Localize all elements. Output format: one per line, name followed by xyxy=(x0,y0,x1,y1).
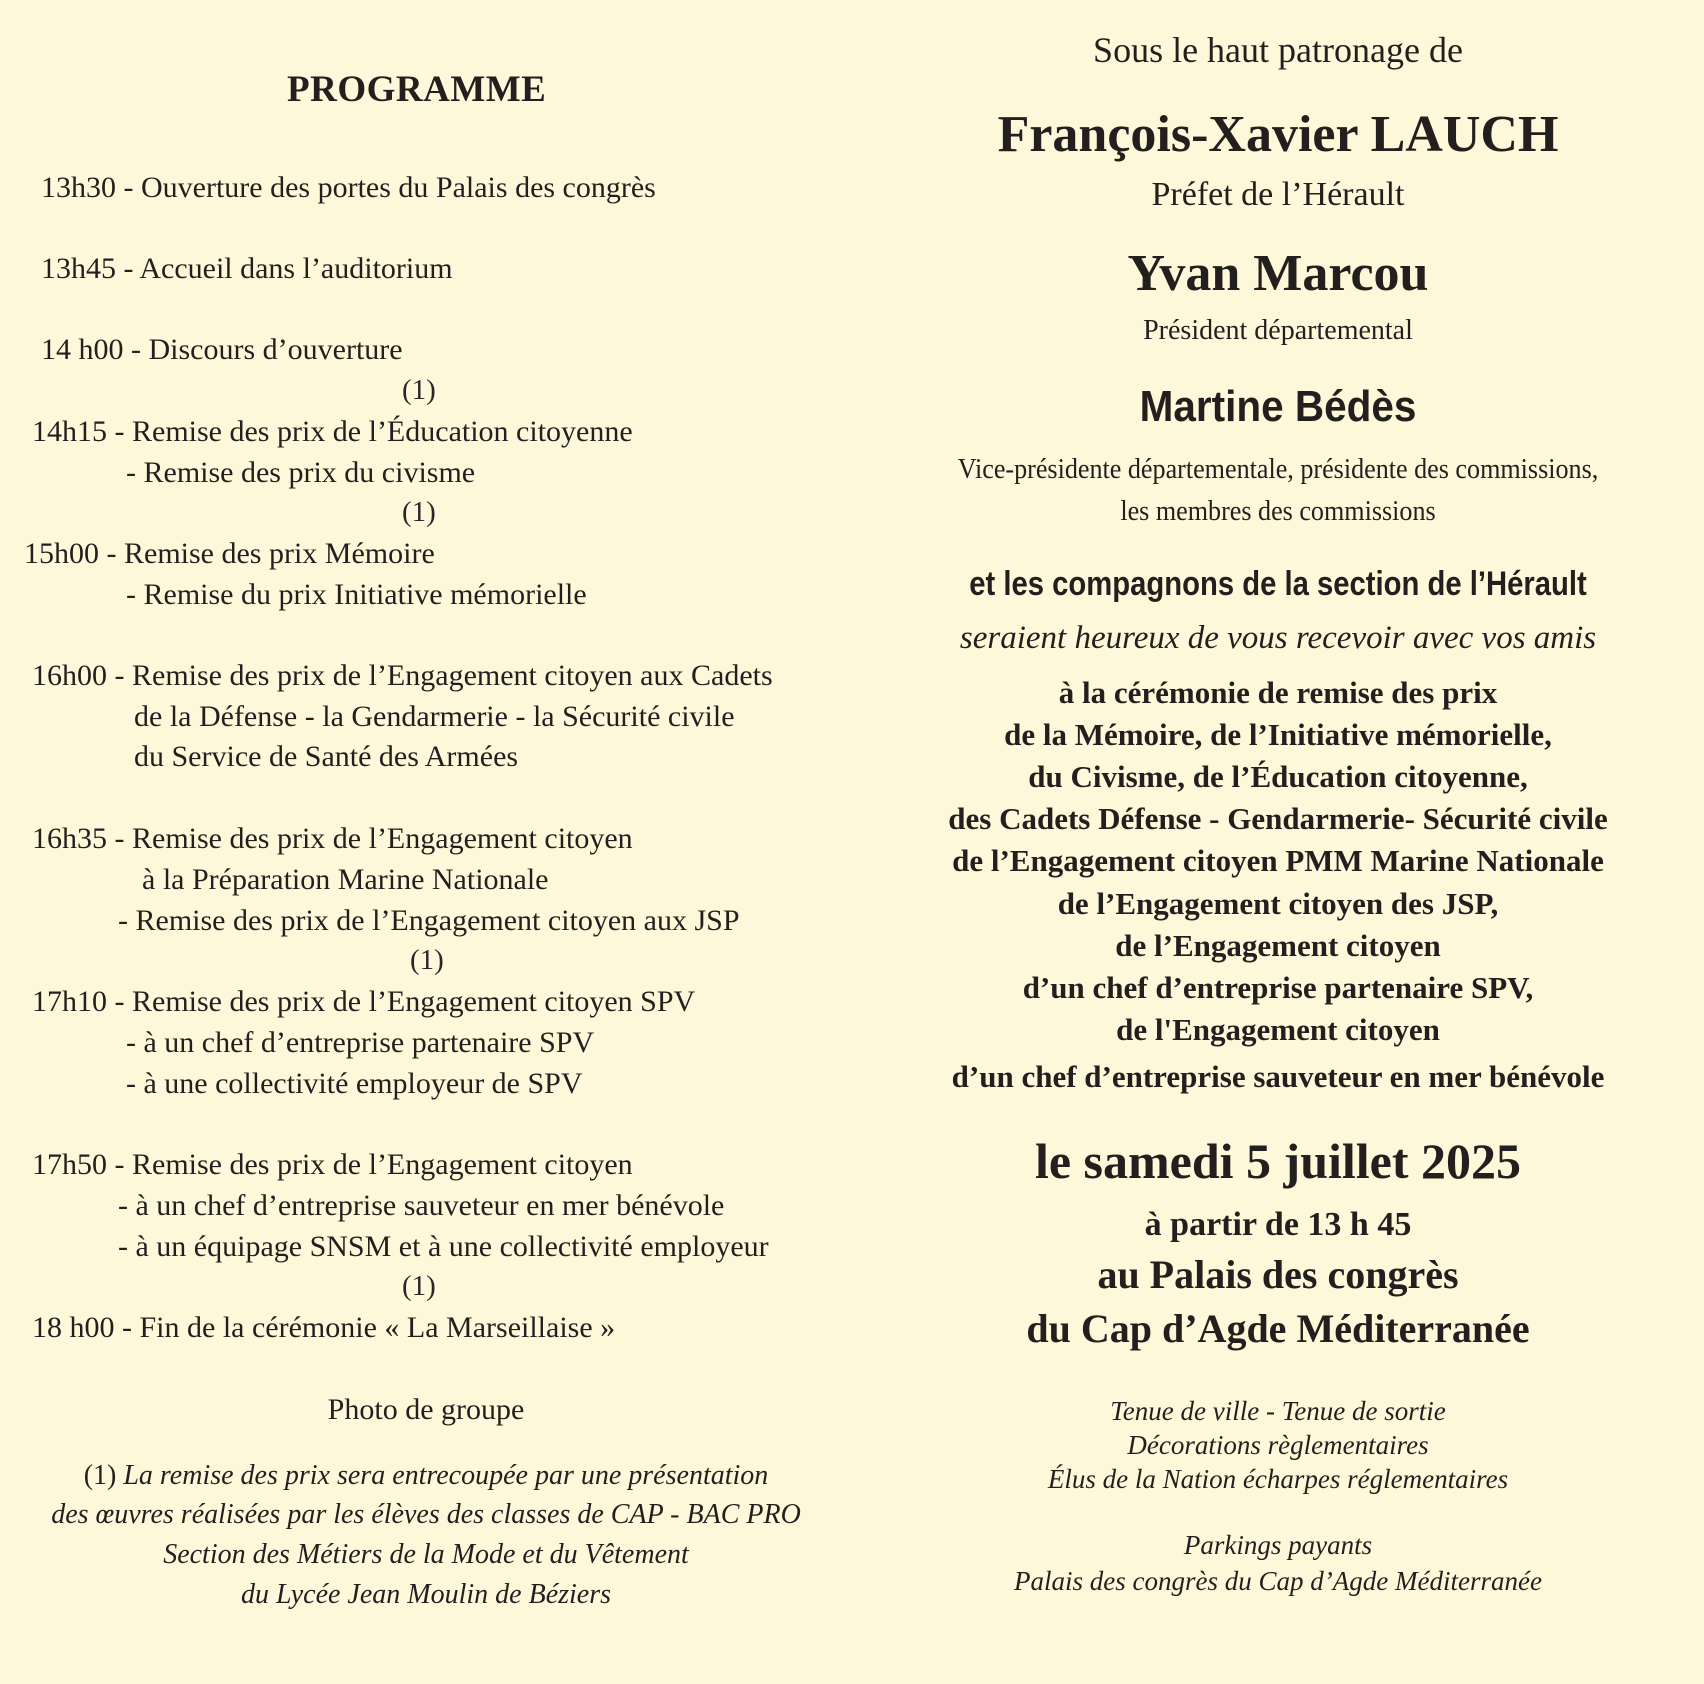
footnote-line-2: des œuvres réalisées par les élèves des classes de CAP - BAC PRO xyxy=(51,1499,801,1530)
photo-de-groupe: Photo de groupe xyxy=(327,1393,525,1426)
ceremony-line-8: d’un chef d’entreprise partenaire SPV, xyxy=(1022,970,1534,1005)
note-marker: (1) xyxy=(402,1270,436,1302)
vice-president-name: Martine Bédès xyxy=(1139,382,1417,431)
note-marker: (1) xyxy=(402,374,436,406)
programme-line-1500: 15h00 - Remise des prix Mémoire xyxy=(24,537,435,570)
programme-line-spv-collectivite: - à une collectivité employeur de SPV xyxy=(126,1067,583,1100)
event-date: le samedi 5 juillet 2025 xyxy=(1034,1133,1522,1189)
ceremony-line-4: des Cadets Défense - Gendarmerie- Sécurité civile xyxy=(948,801,1608,836)
venue-line-1: au Palais des congrès xyxy=(1097,1252,1459,1297)
programme-line-1635: 16h35 - Remise des prix de l’Engagement citoyen xyxy=(32,822,633,855)
programme-line-sante: du Service de Santé des Armées xyxy=(134,740,519,773)
parking-line-2: Palais des congrès du Cap d’Agde Méditerranée xyxy=(1014,1566,1542,1596)
ceremony-line-5: de l’Engagement citoyen PMM Marine Nationale xyxy=(952,843,1604,878)
footnote-line-4: du Lycée Jean Moulin de Béziers xyxy=(240,1579,612,1610)
programme-line-jsp: - Remise des prix de l’Engagement citoyen aux JSP xyxy=(118,904,740,937)
programme-line-1710: 17h10 - Remise des prix de l’Engagement citoyen SPV xyxy=(32,985,696,1018)
programme-line-defense: de la Défense - la Gendarmerie - la Sécurité civile xyxy=(134,700,735,733)
invitation-column xyxy=(852,0,1704,1684)
ceremony-line-9: de l'Engagement citoyen xyxy=(1116,1012,1440,1047)
ceremony-line-1: à la cérémonie de remise des prix xyxy=(1058,675,1498,710)
invitation-phrase: seraient heureux de vous recevoir avec vos amis xyxy=(959,620,1597,656)
venue-line-2: du Cap d’Agde Méditerranée xyxy=(1026,1306,1530,1351)
dress-code-line-2: Décorations règlementaires xyxy=(1127,1430,1429,1460)
footnote-text-1: La remise des prix sera entrecoupée par une présentation xyxy=(123,1460,769,1491)
prefect-role: Préfet de l’Hérault xyxy=(1151,176,1405,213)
dress-code-line-1: Tenue de ville - Tenue de sortie xyxy=(1110,1396,1446,1426)
programme-line-sauveteur: - à un chef d’entreprise sauveteur en mer bénévole xyxy=(118,1189,725,1222)
president-role: Président départemental xyxy=(1143,315,1413,346)
ceremony-line-6: de l’Engagement citoyen des JSP, xyxy=(1057,886,1499,921)
programme-line-1330: 13h30 - Ouverture des portes du Palais des congrès xyxy=(41,171,656,204)
programme-line-1750: 17h50 - Remise des prix de l’Engagement citoyen xyxy=(32,1148,633,1181)
president-name: Yvan Marcou xyxy=(1127,245,1429,302)
ceremony-line-10: d’un chef d’entreprise sauveteur en mer bénévole xyxy=(951,1059,1605,1094)
companions-line: et les compagnons de la section de l’Hérault xyxy=(969,565,1587,603)
programme-line-1400: 14 h00 - Discours d’ouverture xyxy=(41,333,403,366)
commission-members: les membres des commissions xyxy=(1120,495,1436,527)
ceremony-line-7: de l’Engagement citoyen xyxy=(1115,928,1441,963)
parking-line-1: Parkings payants xyxy=(1183,1530,1373,1560)
footnote-marker: (1) xyxy=(83,1460,117,1491)
vice-president-role: Vice-présidente départementale, présidente des commissions, xyxy=(957,453,1599,485)
programme-line-initiative: - Remise du prix Initiative mémorielle xyxy=(126,578,587,611)
programme-line-1345: 13h45 - Accueil dans l’auditorium xyxy=(41,252,453,285)
programme-line-civisme: - Remise des prix du civisme xyxy=(126,456,476,489)
dress-code-line-3: Élus de la Nation écharpes réglementaires xyxy=(1047,1464,1509,1494)
prefect-name: François-Xavier LAUCH xyxy=(997,106,1559,163)
event-time: à partir de 13 h 45 xyxy=(1144,1206,1412,1243)
note-marker: (1) xyxy=(410,944,444,976)
programme-line-snsm: - à un équipage SNSM et à une collectivité employeur xyxy=(118,1230,769,1263)
programme-title: PROGRAMME xyxy=(287,69,547,110)
programme-line-1800: 18 h00 - Fin de la cérémonie « La Marseillaise » xyxy=(32,1311,616,1344)
programme-line-1415: 14h15 - Remise des prix de l’Éducation citoyenne xyxy=(32,415,633,448)
ceremony-line-3: du Civisme, de l’Éducation citoyenne, xyxy=(1028,759,1528,794)
programme-line-spv-chef: - à un chef d’entreprise partenaire SPV xyxy=(126,1026,595,1059)
note-marker: (1) xyxy=(402,496,436,528)
ceremony-line-2: de la Mémoire, de l’Initiative mémorielle, xyxy=(1004,717,1552,752)
patronage-heading: Sous le haut patronage de xyxy=(1093,30,1463,70)
programme-line-marine: à la Préparation Marine Nationale xyxy=(142,863,549,896)
programme-line-1600: 16h00 - Remise des prix de l’Engagement citoyen aux Cadets xyxy=(32,659,773,692)
footnote-line-1 xyxy=(0,1462,852,1490)
footnote-line-3: Section des Métiers de la Mode et du Vêtement xyxy=(163,1539,689,1570)
